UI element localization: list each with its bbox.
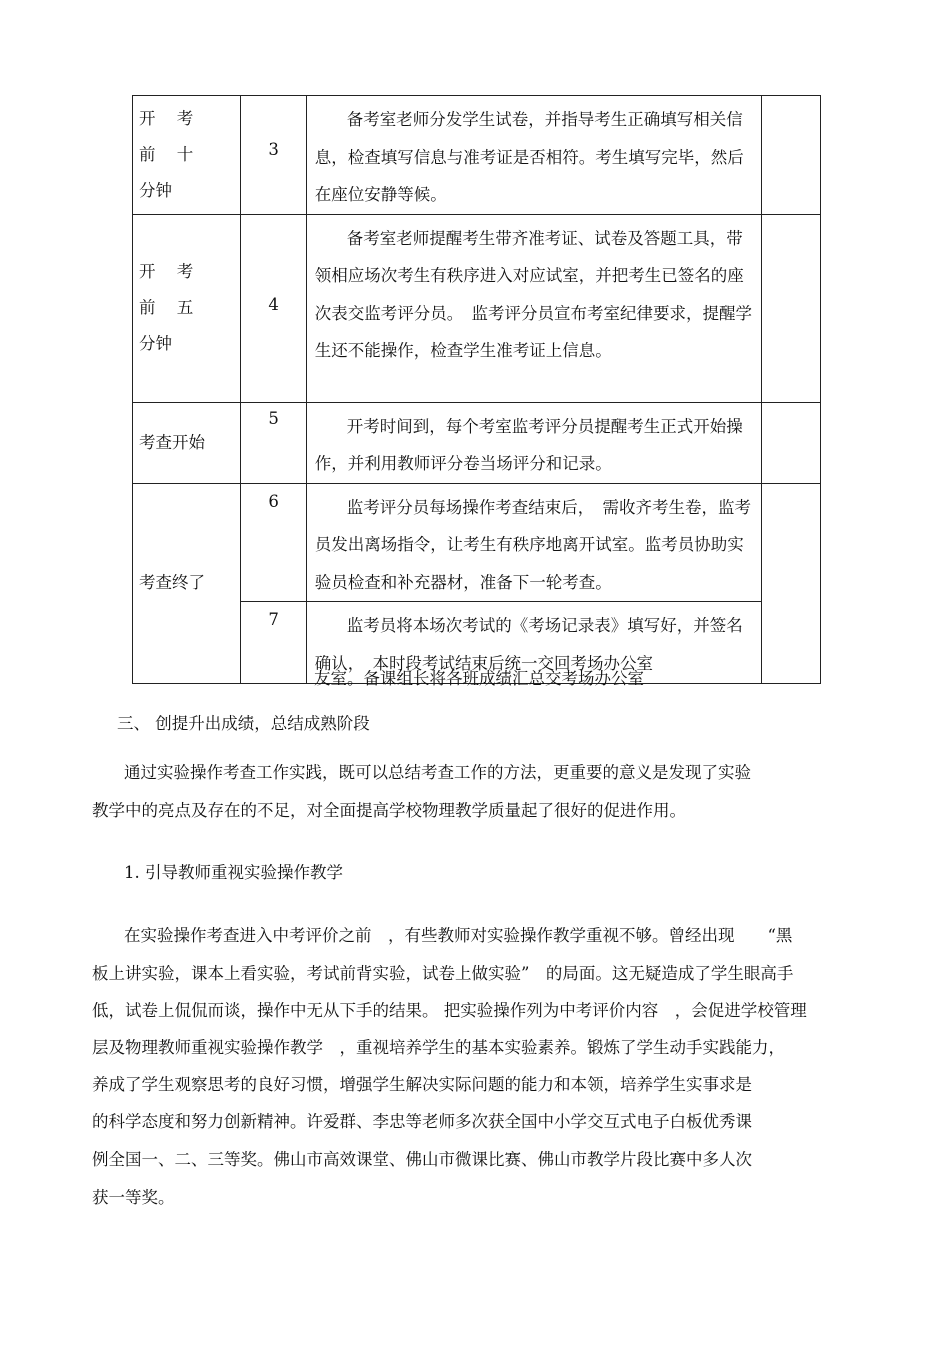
paragraph-line: 通过实验操作考查工作实践，既可以总结考查工作的方法，更重要的意义是发现了实验 bbox=[124, 763, 751, 782]
phase-label-line2: 分钟 bbox=[139, 334, 172, 353]
notes-cell bbox=[761, 483, 820, 684]
phase-label-line1: 开 考 前 五 bbox=[139, 262, 202, 317]
step-content: 开考时间到，每个考室监考评分员提醒考生正式开始操作，并利用教师评分卷当场评分和记录。 bbox=[314, 416, 743, 473]
step-content-cell bbox=[306, 483, 761, 602]
step-number: 7 bbox=[241, 602, 306, 684]
paragraph-line: 养成了学生观察思考的良好习惯，增强学生解决实际问题的能力和本领，培养学生实事求是 bbox=[92, 1075, 752, 1094]
notes-cell bbox=[761, 402, 820, 483]
notes-cell bbox=[761, 96, 820, 215]
subsection-heading: 1. 引导教师重视实验操作教学 bbox=[124, 863, 343, 882]
phase-cell bbox=[133, 214, 241, 402]
paragraph-line: 例全国一、二、三等奖。佛山市高效课堂、佛山市微课比赛、佛山市教学片段比赛中多人次 bbox=[92, 1150, 752, 1169]
step-number: 3 bbox=[241, 96, 306, 215]
step-content: 备考室老师分发学生试卷，并指导考生正确填写相关信息，检查填写信息与准考证是否相符。考生填写完毕，然后在座位安静等候。 bbox=[314, 110, 744, 204]
phase-cell bbox=[133, 96, 241, 215]
notes-cell bbox=[761, 214, 820, 402]
step-content-cell bbox=[306, 96, 761, 215]
paragraph-line: 层及物理教师重视实验操作教学 ，重视培养学生的基本实验素养。锻炼了学生动手实践能力， bbox=[92, 1038, 785, 1057]
step-content-cell bbox=[306, 402, 761, 483]
phase-label-line2: 分钟 bbox=[139, 180, 172, 200]
phase-label: 考查终了 bbox=[133, 483, 241, 684]
phase-label: 考查开始 bbox=[133, 402, 241, 483]
phase-label-line1: 开 考 前 十 bbox=[139, 108, 202, 164]
step-content: 监考员将本场次考试的《考场记录表》填写好，并签名确认， 本时段考试结束后统一交回考场办公室 bbox=[314, 616, 743, 673]
paragraph-line: 低，试卷上侃侃而谈，操作中无从下手的结果。 把实验操作列为中考评价内容 ，会促进学校管理 bbox=[92, 1001, 807, 1020]
paragraph-line: 的科学态度和努力创新精神。许爱群、李忠等老师多次获全国中小学交互式电子白板优秀课 bbox=[92, 1112, 752, 1131]
table-row bbox=[133, 96, 821, 215]
paragraph-line: 在实验操作考查进入中考评价之前 ，有些教师对实验操作教学重视不够。曾经出现 “黑 bbox=[124, 926, 793, 945]
step-content: 监考评分员每场操作考查结束后， 需收齐考生卷，监考员发出离场指令，让考生有秩序地离开试室。监考员协助实验员检查和补充器材，准备下一轮考查。 bbox=[314, 497, 751, 592]
exam-procedure-table bbox=[132, 95, 821, 684]
step-content: 备考室老师提醒考生带齐准考证、试卷及答题工具，带领相应场次考生有秩序进入对应试室，并把考生已签名的座次表交监考评分员。 监考评分员宣布考室纪律要求，提醒学生还不能操作，检查学生准考证上信息。 bbox=[314, 228, 752, 360]
step-number: 5 bbox=[241, 402, 306, 483]
paragraph-line: 板上讲实验，课本上看实验，考试前背实验，试卷上做实验” 的局面。这无疑造成了学生眼高手 bbox=[92, 964, 794, 983]
table-row bbox=[133, 214, 821, 402]
paragraph-line: 教学中的亮点及存在的不足，对全面提高学校物理教学质量起了很好的促进作用。 bbox=[92, 801, 686, 820]
step-number: 6 bbox=[241, 483, 306, 602]
table-row bbox=[133, 402, 821, 483]
table-overflow-text: 友室。备课组长将各班成绩汇总交考场办公室 bbox=[314, 669, 644, 688]
step-content-cell bbox=[306, 214, 761, 402]
step-number: 4 bbox=[241, 214, 306, 402]
table-row bbox=[133, 483, 821, 602]
paragraph-line: 获一等奖。 bbox=[92, 1188, 175, 1207]
section-heading: 三、 创提升出成绩，总结成熟阶段 bbox=[117, 714, 370, 733]
